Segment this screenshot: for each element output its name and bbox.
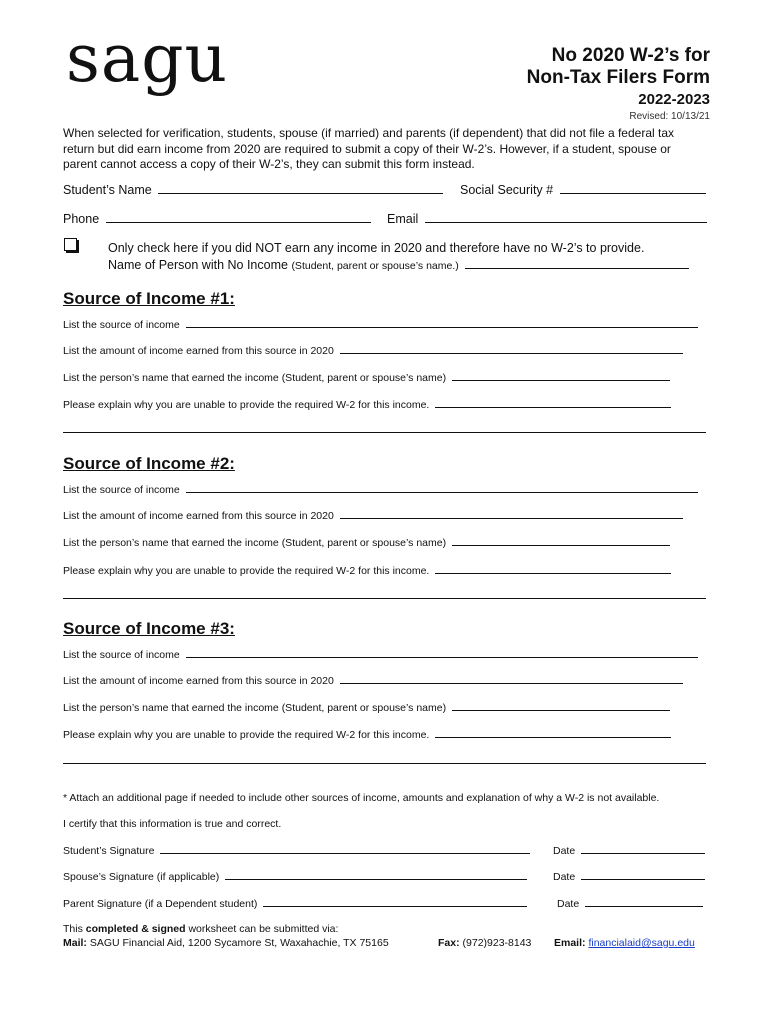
form-title [527, 45, 710, 89]
source-1-explain-line-2[interactable] [63, 432, 706, 433]
student-name-label: Student’s Name [63, 183, 152, 197]
source-label: List the source of income [63, 649, 180, 661]
attach-note: * Attach an additional page if needed to include other sources of income, amounts and explanation of why a W-2 is not available. [63, 792, 660, 804]
intro-paragraph: When selected for verification, students, spouse (if married) and parents (if dependent) that did not file a federal tax return but did earn income from 2020 are required to submit a copy of their W-2’s. However, if a student, spouse or parent cannot access a copy of their W-2’s, they can submit this form instead. [63, 126, 674, 171]
source-3-source-row [63, 649, 698, 661]
email-field[interactable] [425, 222, 707, 223]
phone-field[interactable] [106, 222, 371, 223]
title-line-2: Non-Tax Filers Form [526, 67, 710, 88]
source-1-explain-field[interactable] [435, 407, 671, 408]
source-2-source-field[interactable] [186, 492, 698, 493]
source-3-explain-field[interactable] [435, 737, 671, 738]
source-2-source-row [63, 484, 698, 496]
source-3-source-field[interactable] [186, 657, 698, 658]
student-name-row [63, 183, 443, 197]
person-label: List the person’s name that earned the income (Student, parent or spouse’s name) [63, 537, 447, 549]
source-1-amount-field[interactable] [340, 353, 683, 354]
email-label: Email [387, 212, 419, 226]
spouse-signature-field[interactable] [225, 879, 527, 880]
explain-label: Please explain why you are unable to provide the required W-2 for this income. [63, 565, 430, 577]
mail-label: Mail: [63, 937, 87, 949]
source-1-person-field[interactable] [452, 380, 670, 381]
submit-text-post: worksheet can be submitted via: [185, 923, 339, 935]
date-label: Date [553, 871, 576, 883]
source-2-amount-field[interactable] [340, 518, 683, 519]
amount-label: List the amount of income earned from this source in 2020 [63, 345, 334, 357]
source-2-heading: Source of Income #2: [63, 454, 235, 473]
parent-signature-label: Parent Signature (if a Dependent student) [63, 898, 258, 910]
no-income-checkbox[interactable] [64, 238, 77, 251]
mail-address: SAGU Financial Aid, 1200 Sycamore St, Waxahachie, TX 75165 [89, 937, 389, 949]
amount-label: List the amount of income earned from this source in 2020 [63, 675, 334, 687]
student-date-field[interactable] [581, 853, 705, 854]
phone-label: Phone [63, 212, 100, 226]
source-1-heading: Source of Income #1: [63, 289, 235, 308]
no-income-name-field[interactable] [465, 268, 689, 269]
no-income-checkbox-text: Only check here if you did NOT earn any income in 2020 and therefore have no W-2’s to provide. [108, 241, 645, 255]
student-date-row [553, 845, 705, 857]
email-contact-label: Email: [554, 937, 586, 949]
date-label: Date [553, 845, 576, 857]
source-2-person-field[interactable] [452, 545, 670, 546]
source-3-person-row [63, 702, 670, 714]
parent-date-field[interactable] [585, 906, 703, 907]
ssn-label: Social Security # [460, 183, 554, 197]
source-2-person-row [63, 537, 670, 549]
spouse-date-field[interactable] [581, 879, 705, 880]
source-label: List the source of income [63, 484, 180, 496]
submit-instructions [63, 923, 338, 935]
fax-label: Fax: [438, 937, 460, 949]
source-3-person-field[interactable] [452, 710, 670, 711]
certify-statement: I certify that this information is true and correct. [63, 818, 282, 830]
submit-text-pre: This [63, 923, 86, 935]
person-label: List the person’s name that earned the income (Student, parent or spouse’s name) [63, 702, 447, 714]
source-3-heading: Source of Income #3: [63, 619, 235, 638]
source-1-person-row [63, 372, 670, 384]
parent-date-row [557, 898, 703, 910]
award-year: 2022-2023 [638, 91, 710, 108]
ssn-row [460, 183, 706, 197]
source-1-explain-row [63, 399, 671, 411]
email-info [554, 937, 695, 949]
spouse-date-row [553, 871, 705, 883]
student-signature-field[interactable] [160, 853, 530, 854]
fax-number: (972)923-8143 [462, 937, 532, 949]
ssn-field[interactable] [560, 193, 706, 194]
source-2-amount-row [63, 510, 683, 522]
person-label: List the person’s name that earned the income (Student, parent or spouse’s name) [63, 372, 447, 384]
date-label: Date [557, 898, 580, 910]
spouse-signature-row [63, 871, 527, 883]
spouse-signature-label: Spouse’s Signature (if applicable) [63, 871, 220, 883]
parent-signature-row [63, 898, 527, 910]
email-row [387, 212, 707, 226]
student-signature-row [63, 845, 530, 857]
amount-label: List the amount of income earned from this source in 2020 [63, 510, 334, 522]
title-line-1: No 2020 W-2’s for [551, 45, 710, 66]
revised-date: Revised: 10/13/21 [629, 111, 710, 122]
source-1-source-field[interactable] [186, 327, 698, 328]
source-2-explain-field[interactable] [435, 573, 671, 574]
no-income-name-row [108, 258, 689, 272]
financial-aid-email-link[interactable]: financialaid@sagu.edu [588, 937, 695, 949]
source-3-amount-row [63, 675, 683, 687]
source-3-explain-line-2[interactable] [63, 763, 706, 764]
parent-signature-field[interactable] [263, 906, 527, 907]
submit-text-bold: completed & signed [85, 923, 186, 935]
source-2-explain-row [63, 565, 671, 577]
explain-label: Please explain why you are unable to provide the required W-2 for this income. [63, 399, 430, 411]
source-3-explain-row [63, 729, 671, 741]
student-signature-label: Student’s Signature [63, 845, 155, 857]
source-3-amount-field[interactable] [340, 683, 683, 684]
no-income-name-hint: (Student, parent or spouse’s name.) [291, 260, 459, 272]
source-1-amount-row [63, 345, 683, 357]
mail-info [63, 937, 389, 949]
explain-label: Please explain why you are unable to provide the required W-2 for this income. [63, 729, 430, 741]
no-income-name-label: Name of Person with No Income [108, 258, 288, 272]
source-1-source-row [63, 319, 698, 331]
fax-info [438, 937, 531, 949]
source-2-explain-line-2[interactable] [63, 598, 706, 599]
source-label: List the source of income [63, 319, 180, 331]
sagu-logo: sagu [66, 20, 228, 97]
phone-row [63, 212, 371, 226]
student-name-field[interactable] [158, 193, 443, 194]
